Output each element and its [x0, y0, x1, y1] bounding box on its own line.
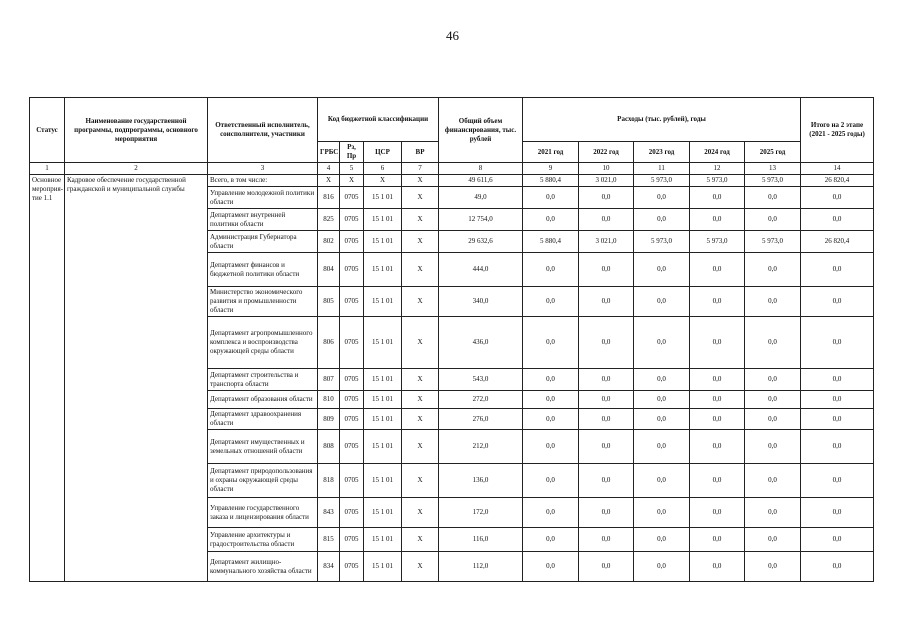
- rzpr-cell: 0705: [340, 287, 364, 317]
- vr-cell: X: [402, 175, 439, 187]
- itogo-cell: 0,0: [801, 498, 874, 528]
- year-2021-cell: 0,0: [523, 552, 579, 582]
- year-2022-cell: 3 021,0: [579, 231, 634, 253]
- year-2025-cell: 0,0: [745, 430, 801, 464]
- itogo-cell: 0,0: [801, 317, 874, 369]
- year-2023-cell: 0,0: [634, 369, 690, 391]
- status-cell: Основное мероприя-тие 1.1: [30, 175, 65, 582]
- rzpr-cell: 0705: [340, 498, 364, 528]
- executor-cell: Департамент строительства и транспорта области: [208, 369, 318, 391]
- year-2021-cell: 0,0: [523, 528, 579, 552]
- vr-cell: X: [402, 231, 439, 253]
- year-2021-cell: 0,0: [523, 409, 579, 430]
- table-body: [30, 175, 874, 582]
- year-2023-cell: 0,0: [634, 209, 690, 231]
- total-cell: 116,0: [439, 528, 523, 552]
- executor-cell: Администрация Губернатора области: [208, 231, 318, 253]
- year-2021-cell: 0,0: [523, 391, 579, 409]
- year-2021-cell: 0,0: [523, 187, 579, 209]
- year-2024-cell: 5 973,0: [690, 231, 745, 253]
- year-2025-cell: 0,0: [745, 528, 801, 552]
- rzpr-cell: X: [340, 175, 364, 187]
- year-2022-cell: 3 021,0: [579, 175, 634, 187]
- grbs-cell: 806: [318, 317, 340, 369]
- year-2021-cell: 0,0: [523, 498, 579, 528]
- header-total-volume: Общий объем финансирования, тыс. рублей: [439, 98, 523, 163]
- header-vr: ВР: [402, 142, 439, 163]
- itogo-cell: 0,0: [801, 528, 874, 552]
- vr-cell: X: [402, 498, 439, 528]
- year-2025-cell: 0,0: [745, 409, 801, 430]
- rzpr-cell: 0705: [340, 409, 364, 430]
- grbs-cell: X: [318, 175, 340, 187]
- grbs-cell: 804: [318, 253, 340, 287]
- year-2024-cell: 0,0: [690, 209, 745, 231]
- year-2023-cell: 0,0: [634, 187, 690, 209]
- year-2021-cell: 0,0: [523, 464, 579, 498]
- column-number: 2: [65, 163, 208, 175]
- total-cell: 272,0: [439, 391, 523, 409]
- itogo-cell: 0,0: [801, 464, 874, 498]
- grbs-cell: 805: [318, 287, 340, 317]
- header-budget-code: Код бюджетной классификации: [318, 98, 439, 142]
- year-2022-cell: 0,0: [579, 498, 634, 528]
- csr-cell: X: [364, 175, 402, 187]
- year-2025-cell: 0,0: [745, 187, 801, 209]
- year-2022-cell: 0,0: [579, 552, 634, 582]
- header-year-2023: 2023 год: [634, 142, 690, 163]
- year-2025-cell: 0,0: [745, 498, 801, 528]
- total-cell: 136,0: [439, 464, 523, 498]
- year-2021-cell: 0,0: [523, 369, 579, 391]
- total-cell: 29 632,6: [439, 231, 523, 253]
- header-itogo: Итого на 2 этапе (2021 - 2025 годы): [801, 98, 874, 163]
- executor-cell: Управление архитектуры и градостроительства области: [208, 528, 318, 552]
- header-year-2022: 2022 год: [579, 142, 634, 163]
- column-number: 1: [30, 163, 65, 175]
- grbs-cell: 818: [318, 464, 340, 498]
- year-2022-cell: 0,0: [579, 464, 634, 498]
- vr-cell: X: [402, 317, 439, 369]
- header-grbs: ГРБС: [318, 142, 340, 163]
- year-2022-cell: 0,0: [579, 253, 634, 287]
- year-2025-cell: 0,0: [745, 287, 801, 317]
- year-2024-cell: 0,0: [690, 464, 745, 498]
- year-2025-cell: 0,0: [745, 369, 801, 391]
- year-2021-cell: 0,0: [523, 317, 579, 369]
- csr-cell: 15 1 01: [364, 430, 402, 464]
- year-2022-cell: 0,0: [579, 528, 634, 552]
- executor-cell: Всего, в том числе:: [208, 175, 318, 187]
- year-2025-cell: 5 973,0: [745, 231, 801, 253]
- year-2025-cell: 0,0: [745, 253, 801, 287]
- vr-cell: X: [402, 528, 439, 552]
- year-2023-cell: 0,0: [634, 391, 690, 409]
- year-2024-cell: 5 973,0: [690, 175, 745, 187]
- csr-cell: 15 1 01: [364, 391, 402, 409]
- year-2021-cell: 0,0: [523, 209, 579, 231]
- executor-cell: Департамент природопользования и охраны окружающей среды области: [208, 464, 318, 498]
- vr-cell: X: [402, 209, 439, 231]
- total-cell: 436,0: [439, 317, 523, 369]
- column-number: 3: [208, 163, 318, 175]
- rzpr-cell: 0705: [340, 317, 364, 369]
- itogo-cell: 0,0: [801, 409, 874, 430]
- rzpr-cell: 0705: [340, 464, 364, 498]
- grbs-cell: 843: [318, 498, 340, 528]
- year-2024-cell: 0,0: [690, 253, 745, 287]
- executor-cell: Департамент финансов и бюджетной политики области: [208, 253, 318, 287]
- rzpr-cell: 0705: [340, 430, 364, 464]
- column-number: 8: [439, 163, 523, 175]
- column-number: 12: [690, 163, 745, 175]
- executor-cell: Департамент агропромышленного комплекса и воспроизводства окружающей среды области: [208, 317, 318, 369]
- csr-cell: 15 1 01: [364, 409, 402, 430]
- year-2022-cell: 0,0: [579, 369, 634, 391]
- year-2024-cell: 0,0: [690, 409, 745, 430]
- year-2024-cell: 0,0: [690, 287, 745, 317]
- executor-cell: Департамент образования области: [208, 391, 318, 409]
- year-2021-cell: 5 880,4: [523, 175, 579, 187]
- itogo-cell: 0,0: [801, 187, 874, 209]
- year-2023-cell: 0,0: [634, 552, 690, 582]
- year-2024-cell: 0,0: [690, 317, 745, 369]
- rzpr-cell: 0705: [340, 391, 364, 409]
- grbs-cell: 809: [318, 409, 340, 430]
- vr-cell: X: [402, 253, 439, 287]
- rzpr-cell: 0705: [340, 209, 364, 231]
- year-2023-cell: 0,0: [634, 528, 690, 552]
- executor-cell: Министерство экономического развития и промышленности области: [208, 287, 318, 317]
- header-rzpr: Рз, Пр: [340, 142, 364, 163]
- year-2023-cell: 0,0: [634, 430, 690, 464]
- total-cell: 340,0: [439, 287, 523, 317]
- year-2022-cell: 0,0: [579, 209, 634, 231]
- itogo-cell: 0,0: [801, 209, 874, 231]
- total-cell: 49 611,6: [439, 175, 523, 187]
- year-2021-cell: 5 880,4: [523, 231, 579, 253]
- header-year-2021: 2021 год: [523, 142, 579, 163]
- rzpr-cell: 0705: [340, 187, 364, 209]
- grbs-cell: 802: [318, 231, 340, 253]
- total-cell: 276,0: [439, 409, 523, 430]
- total-cell: 49,0: [439, 187, 523, 209]
- year-2024-cell: 0,0: [690, 187, 745, 209]
- year-2023-cell: 5 973,0: [634, 231, 690, 253]
- csr-cell: 15 1 01: [364, 464, 402, 498]
- itogo-cell: 0,0: [801, 287, 874, 317]
- header-executor: Ответственный исполнитель, соисполнители, участники: [208, 98, 318, 163]
- year-2021-cell: 0,0: [523, 287, 579, 317]
- year-2022-cell: 0,0: [579, 430, 634, 464]
- grbs-cell: 815: [318, 528, 340, 552]
- vr-cell: X: [402, 187, 439, 209]
- year-2025-cell: 0,0: [745, 552, 801, 582]
- year-2023-cell: 0,0: [634, 287, 690, 317]
- year-2023-cell: 0,0: [634, 317, 690, 369]
- column-number: 5: [340, 163, 364, 175]
- year-2024-cell: 0,0: [690, 430, 745, 464]
- csr-cell: 15 1 01: [364, 209, 402, 231]
- year-2023-cell: 5 973,0: [634, 175, 690, 187]
- rzpr-cell: 0705: [340, 231, 364, 253]
- year-2022-cell: 0,0: [579, 287, 634, 317]
- year-2024-cell: 0,0: [690, 552, 745, 582]
- year-2023-cell: 0,0: [634, 498, 690, 528]
- csr-cell: 15 1 01: [364, 187, 402, 209]
- budget-table: [29, 97, 874, 582]
- grbs-cell: 834: [318, 552, 340, 582]
- rzpr-cell: 0705: [340, 552, 364, 582]
- year-2024-cell: 0,0: [690, 369, 745, 391]
- rzpr-cell: 0705: [340, 369, 364, 391]
- grbs-cell: 807: [318, 369, 340, 391]
- column-number: 4: [318, 163, 340, 175]
- executor-cell: Департамент жилищно-коммунального хозяйства области: [208, 552, 318, 582]
- vr-cell: X: [402, 430, 439, 464]
- grbs-cell: 825: [318, 209, 340, 231]
- page-number: 46: [446, 28, 459, 43]
- table-row: [30, 175, 874, 187]
- grbs-cell: 808: [318, 430, 340, 464]
- rzpr-cell: 0705: [340, 528, 364, 552]
- csr-cell: 15 1 01: [364, 552, 402, 582]
- column-number: 10: [579, 163, 634, 175]
- year-2024-cell: 0,0: [690, 528, 745, 552]
- grbs-cell: 816: [318, 187, 340, 209]
- executor-cell: Департамент внутренней политики области: [208, 209, 318, 231]
- csr-cell: 15 1 01: [364, 253, 402, 287]
- csr-cell: 15 1 01: [364, 287, 402, 317]
- vr-cell: X: [402, 464, 439, 498]
- column-number: 6: [364, 163, 402, 175]
- rzpr-cell: 0705: [340, 253, 364, 287]
- year-2023-cell: 0,0: [634, 409, 690, 430]
- executor-cell: Управление молодежной политики области: [208, 187, 318, 209]
- total-cell: 172,0: [439, 498, 523, 528]
- csr-cell: 15 1 01: [364, 369, 402, 391]
- column-number: 11: [634, 163, 690, 175]
- executor-cell: Департамент здравоохранения области: [208, 409, 318, 430]
- year-2025-cell: 0,0: [745, 464, 801, 498]
- csr-cell: 15 1 01: [364, 317, 402, 369]
- column-number: 13: [745, 163, 801, 175]
- csr-cell: 15 1 01: [364, 231, 402, 253]
- total-cell: 112,0: [439, 552, 523, 582]
- csr-cell: 15 1 01: [364, 498, 402, 528]
- year-2024-cell: 0,0: [690, 391, 745, 409]
- year-2022-cell: 0,0: [579, 409, 634, 430]
- column-number: 9: [523, 163, 579, 175]
- year-2023-cell: 0,0: [634, 464, 690, 498]
- column-number: 14: [801, 163, 874, 175]
- measure-name-cell: Кадровое обеспечение государственной гражданской и муниципальной службы: [65, 175, 208, 582]
- year-2021-cell: 0,0: [523, 253, 579, 287]
- total-cell: 444,0: [439, 253, 523, 287]
- itogo-cell: 26 820,4: [801, 175, 874, 187]
- vr-cell: X: [402, 287, 439, 317]
- total-cell: 12 754,0: [439, 209, 523, 231]
- year-2023-cell: 0,0: [634, 253, 690, 287]
- grbs-cell: 810: [318, 391, 340, 409]
- vr-cell: X: [402, 552, 439, 582]
- executor-cell: Департамент имущественных и земельных отношений области: [208, 430, 318, 464]
- header-expenses: Расходы (тыс. рублей), годы: [523, 98, 801, 142]
- itogo-cell: 0,0: [801, 430, 874, 464]
- header-year-2024: 2024 год: [690, 142, 745, 163]
- year-2025-cell: 0,0: [745, 209, 801, 231]
- itogo-cell: 0,0: [801, 253, 874, 287]
- total-cell: 212,0: [439, 430, 523, 464]
- year-2025-cell: 0,0: [745, 391, 801, 409]
- column-number: 7: [402, 163, 439, 175]
- year-2025-cell: 5 973,0: [745, 175, 801, 187]
- table-header: [30, 98, 874, 175]
- year-2024-cell: 0,0: [690, 498, 745, 528]
- vr-cell: X: [402, 369, 439, 391]
- csr-cell: 15 1 01: [364, 528, 402, 552]
- total-cell: 543,0: [439, 369, 523, 391]
- executor-cell: Управление государственного заказа и лицензирования области: [208, 498, 318, 528]
- header-csr: ЦСР: [364, 142, 402, 163]
- header-status: Статус: [30, 98, 65, 163]
- vr-cell: X: [402, 391, 439, 409]
- year-2022-cell: 0,0: [579, 391, 634, 409]
- year-2022-cell: 0,0: [579, 187, 634, 209]
- itogo-cell: 26 820,4: [801, 231, 874, 253]
- year-2021-cell: 0,0: [523, 430, 579, 464]
- year-2022-cell: 0,0: [579, 317, 634, 369]
- itogo-cell: 0,0: [801, 391, 874, 409]
- vr-cell: X: [402, 409, 439, 430]
- header-year-2025: 2025 год: [745, 142, 801, 163]
- column-number-row: [30, 163, 874, 175]
- itogo-cell: 0,0: [801, 369, 874, 391]
- itogo-cell: 0,0: [801, 552, 874, 582]
- year-2025-cell: 0,0: [745, 317, 801, 369]
- header-name: Наименование государственной программы, подпрограммы, основного мероприятия: [65, 98, 208, 163]
